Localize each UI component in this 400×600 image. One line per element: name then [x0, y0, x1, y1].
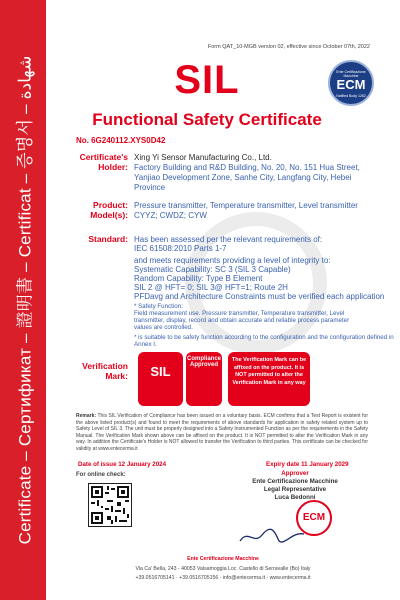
- safety-function-line-2: transmitter, display, record and obtain accurate and reliable process parameter: [134, 317, 350, 324]
- standard-line-6: SIL 2 @ HFT= 0; SIL 3@ HFT=1; Route 2H: [134, 283, 288, 292]
- product-value: Pressure transmitter, Temperature transmitter, Level transmitter: [134, 201, 358, 210]
- holder-address-line-3: Province: [134, 183, 166, 192]
- sil-seal-text: SIL: [150, 364, 171, 379]
- standard-line-3: and meets requirements providing a level of integrity to:: [134, 256, 331, 265]
- safety-function-line-1: Field measurement use. Pressure transmitter, Temperature transmitter, Level: [134, 310, 345, 317]
- compliance-approved-text: Compliance Approved: [186, 356, 221, 368]
- verification-qr-code[interactable]: [88, 483, 132, 527]
- standard-line-5: Random Capability: Type B Element: [134, 274, 263, 283]
- sidebar-multilingual-text: Certificate – Сертификат – 證明書 – Certificat – 증명서 – شهادة: [15, 55, 35, 545]
- form-reference: Form QAT_10-MGB version 02, effective since October 07th, 2022: [207, 44, 370, 50]
- handwritten-signature: [238, 525, 308, 547]
- remark-text: This SIL Verification of Compliance has been issued on a voluntary basis. ECM confirms that a Test Report is existent for the above listed product(s) and found to meet the requirements of above standards for application in safety related system up to Safety Level of SIL 3. The unit must be properly designed into a Safety Instrumented Function as per the requirements in the Safety Manual. The Verification Mark shown above can be affixed on the product. It is NOT permitted to alter the Verification Mark in any way. In addition the Certificate's Holder is NOT allowed to transfer the Verification to third parties. This certificate can be checked for validity at www.entecerma.it: [76, 413, 368, 452]
- title-sil: SIL: [174, 58, 240, 102]
- verification-mark-label: Verification Mark:: [82, 361, 128, 381]
- remark-label: Remark:: [76, 413, 97, 419]
- sil-verification-seal: [138, 352, 183, 406]
- footer-address: Via Ca' Bella, 243 - 40053 Valsamoggia Loc. Castello di Serravalle (Bo) Italy: [135, 566, 311, 572]
- approver-role: Legal Representative: [263, 486, 327, 494]
- safety-function-heading: * Safety Function:: [134, 303, 183, 310]
- expiry-date: Expiry date 11 January 2029: [266, 461, 349, 468]
- verification-mark-notice: The Verification Mark can be affixed on the product. It is NOT permitted to alter the Verification Mark in any way: [228, 352, 310, 406]
- ecm-logo-top-text: Ente Certificazione Macchine: [336, 70, 366, 78]
- standard-line-4: Systematic Capability: SC 3 (SIL 3 Capable): [134, 265, 291, 274]
- models-value: CYYZ; CWDZ; CYW: [134, 211, 207, 220]
- configuration-note-line-1: * is suitable to be safety function according to the configuration and the configuration defined in: [134, 334, 394, 341]
- approver-name: Luca Bedonni: [274, 494, 316, 502]
- approver-block: [230, 470, 360, 502]
- product-label: Product:: [93, 200, 128, 210]
- approver-title: Approver: [281, 470, 309, 477]
- ecm-logo-bottom-text: Notified Body 1282: [336, 94, 366, 98]
- remark-paragraph: [76, 413, 368, 452]
- certificate-number: No. 6G240112.XYS0D42: [76, 136, 166, 145]
- compliance-approved-band: [186, 352, 222, 406]
- holder-label: Certificate's Holder:: [79, 152, 128, 172]
- approver-organization: Ente Certificazione Macchine: [252, 478, 338, 486]
- holder-name: Xing Yi Sensor Manufacturing Co., Ltd.: [134, 153, 272, 162]
- standard-line-2: IEC 61508:2010 Parts 1-7: [134, 244, 227, 253]
- configuration-note-line-2: Annex I.: [134, 341, 157, 348]
- sidebar-band: [0, 0, 46, 600]
- standard-label: Standard:: [88, 234, 128, 244]
- ecm-stamp: ECM: [296, 500, 332, 536]
- ecm-logo-main-text: ECM: [336, 77, 366, 92]
- date-of-issue: Date of issue 12 January 2024: [78, 461, 167, 468]
- safety-function-line-3: values are controlled.: [134, 324, 193, 331]
- holder-address-line-2: Yanjiao Development Zone, Sanhe City, Langfang City, Hebei: [134, 173, 352, 182]
- standard-line-7: PFDavg and Architecture Constraints must be verified each application: [134, 292, 385, 301]
- online-check-label: For online check:: [76, 472, 126, 478]
- holder-address-line-1: Factory Building and R&D Building, No. 20, No. 151 Hua Street,: [134, 163, 360, 172]
- standard-line-1: Has been assessed per the relevant requirements of:: [134, 235, 323, 244]
- models-label: Model(s):: [90, 210, 128, 220]
- footer-contact[interactable]: +39.0516705141 · +39.0516705156 · info@entecerma.it · www.entecerma.it: [135, 575, 311, 581]
- certificate-title: Functional Safety Certificate: [92, 110, 322, 129]
- footer-organization: Ente Certificazione Macchine: [187, 556, 259, 562]
